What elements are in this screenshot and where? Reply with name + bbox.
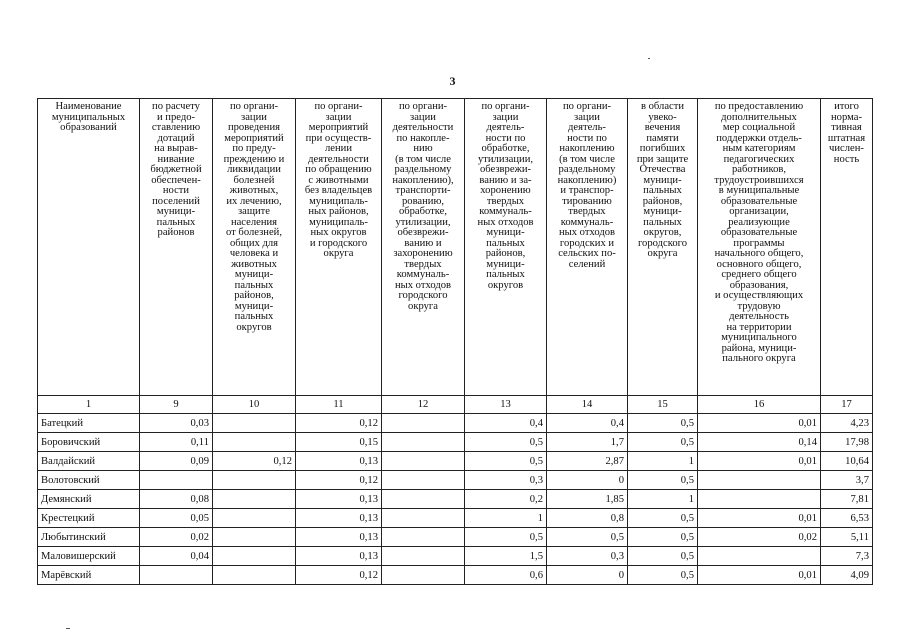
header-line: лении bbox=[325, 143, 352, 154]
column-number: 10 bbox=[213, 396, 296, 414]
table-cell-col-11: 0,13 bbox=[296, 547, 382, 566]
header-line: округа bbox=[408, 300, 438, 312]
table-cell-col-16 bbox=[698, 490, 821, 509]
header-municipality bbox=[38, 99, 140, 396]
header-line: захоронению bbox=[393, 248, 453, 259]
header-line: поддержки отдель- bbox=[716, 132, 802, 144]
table-cell-col-11: 0,12 bbox=[296, 471, 382, 490]
header-line: памяти bbox=[646, 132, 679, 144]
table-row bbox=[38, 547, 873, 566]
header-line: ванию и за- bbox=[479, 174, 532, 186]
header-line: накоплению), bbox=[392, 174, 454, 186]
header-line: деятель- bbox=[486, 122, 525, 133]
header-line: городского bbox=[637, 237, 688, 249]
table-cell-col-9: 0,09 bbox=[140, 452, 213, 471]
table-cell-col-15: 0,5 bbox=[628, 547, 698, 566]
table-cell-col-16: 0,02 bbox=[698, 528, 821, 547]
table-cell-col-10: 0,12 bbox=[213, 452, 296, 471]
table-cell-col-16: 0,01 bbox=[698, 566, 821, 585]
header-line: по органи- bbox=[314, 101, 363, 112]
header-line: животных, bbox=[229, 185, 279, 196]
table-cell-col-13: 0,6 bbox=[465, 566, 547, 585]
header-line: мер социальной bbox=[722, 122, 796, 133]
municipality-name: Демянский bbox=[38, 490, 140, 509]
column-number: 13 bbox=[465, 396, 547, 414]
table-cell-col-10 bbox=[213, 490, 296, 509]
column-number: 12 bbox=[382, 396, 465, 414]
table-cell-col-17: 7,81 bbox=[821, 490, 873, 509]
table-cell-col-9: 0,05 bbox=[140, 509, 213, 528]
header-line: района, муници- bbox=[721, 342, 797, 354]
header-line: ность bbox=[833, 153, 860, 165]
header-line: ных отходов bbox=[394, 279, 452, 291]
header-line: норма- bbox=[831, 111, 862, 123]
column-number: 11 bbox=[296, 396, 382, 414]
header-line: программы bbox=[733, 237, 785, 249]
header-line: по обращению bbox=[305, 164, 372, 175]
table-cell-col-17: 10,64 bbox=[821, 452, 873, 471]
column-number: 14 bbox=[547, 396, 628, 414]
table-cell-col-14: 1,7 bbox=[547, 433, 628, 452]
header-line: ности по bbox=[567, 132, 607, 144]
table-cell-col-15: 0,5 bbox=[628, 566, 698, 585]
header-line: защите bbox=[237, 206, 271, 217]
header-line: ставлению bbox=[151, 122, 201, 133]
header-line: пальных bbox=[234, 279, 274, 291]
table-cell-col-10 bbox=[213, 566, 296, 585]
table-cell-col-16: 0,01 bbox=[698, 509, 821, 528]
table-cell-col-10 bbox=[213, 414, 296, 433]
table-cell-col-12 bbox=[382, 509, 465, 528]
header-line: нивание bbox=[157, 153, 195, 165]
table-cell-col-17: 6,53 bbox=[821, 509, 873, 528]
table-cell-col-13: 1 bbox=[465, 509, 547, 528]
header-line: обработке, bbox=[398, 206, 448, 217]
table-cell-col-14: 0,4 bbox=[547, 414, 628, 433]
header-line: и транспор- bbox=[560, 185, 614, 196]
header-line: зации bbox=[241, 111, 267, 123]
table-row bbox=[38, 509, 873, 528]
header-line: деятельность bbox=[729, 311, 789, 322]
municipality-name: Маловишерский bbox=[38, 547, 140, 566]
header-line: ных отходов bbox=[558, 227, 616, 238]
header-col-11 bbox=[296, 99, 382, 396]
table-cell-col-13: 0,5 bbox=[465, 452, 547, 471]
header-line: нию bbox=[413, 143, 433, 154]
header-line: в области bbox=[640, 101, 685, 112]
municipality-name: Марёвский bbox=[38, 566, 140, 585]
header-line: обработке, bbox=[481, 143, 530, 154]
header-line: округа bbox=[647, 248, 678, 259]
table-cell-col-15: 1 bbox=[628, 490, 698, 509]
header-line: зации bbox=[574, 111, 600, 123]
header-line: обезврежи- bbox=[397, 227, 449, 238]
header-line: коммуналь- bbox=[560, 216, 614, 228]
header-col-14 bbox=[547, 99, 628, 396]
header-line: Наименование bbox=[55, 101, 122, 112]
table-cell-col-11: 0,13 bbox=[296, 528, 382, 547]
header-line: обеспечен- bbox=[151, 174, 201, 186]
header-line: при осуществ- bbox=[305, 132, 372, 144]
header-line: пальных bbox=[234, 311, 274, 322]
header-line: округов bbox=[236, 321, 272, 333]
header-line: с животными bbox=[308, 174, 369, 186]
header-line: коммуналь- bbox=[396, 269, 450, 280]
header-line: тивная bbox=[831, 122, 862, 133]
header-line: пальных bbox=[486, 269, 525, 280]
header-line: муници- bbox=[486, 227, 525, 238]
header-col-12 bbox=[382, 99, 465, 396]
header-line: бюджетной bbox=[150, 164, 202, 175]
header-line: по преду- bbox=[232, 143, 276, 154]
table-row bbox=[38, 490, 873, 509]
header-row bbox=[38, 99, 873, 396]
header-line: твердых bbox=[486, 195, 525, 207]
header-line: муници- bbox=[643, 206, 682, 217]
header-line: увеко- bbox=[648, 111, 677, 123]
header-line: селений bbox=[568, 258, 606, 270]
table-cell-col-11: 0,12 bbox=[296, 414, 382, 433]
header-line: начального общего, bbox=[714, 248, 804, 259]
table-cell-col-16: 0,01 bbox=[698, 414, 821, 433]
header-col-17 bbox=[821, 99, 873, 396]
municipality-name: Волотовский bbox=[38, 471, 140, 490]
table-cell-col-16: 0,14 bbox=[698, 433, 821, 452]
header-line: зации bbox=[410, 111, 436, 123]
table-cell-col-9: 0,11 bbox=[140, 433, 213, 452]
table-cell-col-14: 0,8 bbox=[547, 509, 628, 528]
header-line: округа bbox=[323, 248, 354, 259]
header-line: деятельности bbox=[392, 122, 454, 133]
header-line: районов, bbox=[485, 248, 526, 259]
header-line: муници- bbox=[234, 300, 274, 312]
header-line: городских и bbox=[559, 237, 615, 249]
table-cell-col-12 bbox=[382, 547, 465, 566]
municipality-name: Крестецкий bbox=[38, 509, 140, 528]
municipality-name: Любытинский bbox=[38, 528, 140, 547]
header-line: коммуналь- bbox=[479, 206, 532, 217]
table-cell-col-12 bbox=[382, 433, 465, 452]
header-line: ликвидации bbox=[227, 164, 281, 175]
header-line: районов, bbox=[234, 290, 274, 301]
table-cell-col-11: 0,13 bbox=[296, 452, 382, 471]
table-cell-col-14: 0,3 bbox=[547, 547, 628, 566]
header-line: транспорти- bbox=[395, 185, 451, 196]
header-line: ных отходов bbox=[477, 216, 534, 228]
header-line: зации bbox=[325, 111, 352, 123]
table-row bbox=[38, 452, 873, 471]
header-line: общих для bbox=[229, 237, 278, 249]
table-cell-col-11: 0,13 bbox=[296, 509, 382, 528]
header-line: по расчету bbox=[152, 101, 200, 112]
header-col-10 bbox=[213, 99, 296, 396]
table-cell-col-16 bbox=[698, 471, 821, 490]
table-row bbox=[38, 433, 873, 452]
header-line: населения bbox=[230, 216, 278, 228]
header-line: образования, bbox=[729, 279, 789, 291]
header-line: муници- bbox=[156, 206, 196, 217]
header-line: пальных bbox=[156, 216, 196, 228]
header-col-15 bbox=[628, 99, 698, 396]
header-line: (в том числе bbox=[559, 153, 615, 165]
column-number: 15 bbox=[628, 396, 698, 414]
header-line: без владельцев bbox=[304, 185, 373, 196]
header-line: по накопле- bbox=[396, 132, 450, 144]
table-cell-col-9 bbox=[140, 471, 213, 490]
table-cell-col-17: 17,98 bbox=[821, 433, 873, 452]
header-line: пального округа bbox=[722, 353, 796, 364]
table-cell-col-13: 0,4 bbox=[465, 414, 547, 433]
header-line: районов, bbox=[642, 195, 683, 207]
header-line: твердых bbox=[404, 258, 442, 270]
header-line: деятель- bbox=[568, 122, 606, 133]
table-cell-col-10 bbox=[213, 509, 296, 528]
header-line: твердых bbox=[568, 206, 606, 217]
header-line: округов bbox=[487, 279, 524, 291]
table-cell-col-14: 2,87 bbox=[547, 452, 628, 471]
table-cell-col-14: 1,85 bbox=[547, 490, 628, 509]
header-line: организации, bbox=[729, 206, 789, 217]
header-line: накоплению) bbox=[557, 174, 617, 186]
header-line: образовательные bbox=[720, 227, 798, 238]
header-line: преждению и bbox=[223, 153, 285, 165]
header-line: ванию и bbox=[404, 237, 442, 249]
municipality-name: Валдайский bbox=[38, 452, 140, 471]
header-line: образовательные bbox=[720, 195, 798, 207]
header-line: их лечению, bbox=[226, 195, 282, 207]
header-line: ности по bbox=[485, 132, 526, 144]
header-line: ных округов bbox=[310, 227, 367, 238]
table-cell-col-9 bbox=[140, 566, 213, 585]
header-line: штатная bbox=[827, 132, 866, 144]
header-line: тированию bbox=[562, 195, 612, 207]
header-line: пальных bbox=[643, 216, 682, 228]
header-line: и предо- bbox=[156, 111, 196, 123]
header-line: дотаций bbox=[157, 132, 195, 144]
column-number: 17 bbox=[821, 396, 873, 414]
table-row bbox=[38, 471, 873, 490]
header-line: накоплению bbox=[559, 143, 615, 154]
table-cell-col-10 bbox=[213, 433, 296, 452]
header-line: районов bbox=[157, 227, 195, 238]
table-cell-col-9: 0,08 bbox=[140, 490, 213, 509]
scan-mark bbox=[648, 58, 650, 59]
header-line: зации bbox=[492, 111, 519, 123]
column-number: 1 bbox=[38, 396, 140, 414]
header-line: трудоустроившихся bbox=[714, 174, 804, 186]
header-line: округов, bbox=[643, 227, 682, 238]
municipality-name: Боровичский bbox=[38, 433, 140, 452]
header-line: проведения bbox=[227, 122, 281, 133]
table-cell-col-17: 5,11 bbox=[821, 528, 873, 547]
table-cell-col-10 bbox=[213, 528, 296, 547]
table-cell-col-11: 0,15 bbox=[296, 433, 382, 452]
header-line: (в том числе bbox=[395, 153, 451, 165]
header-line: вечения bbox=[644, 122, 681, 133]
table-cell-col-15: 0,5 bbox=[628, 414, 698, 433]
header-line: поселений bbox=[152, 195, 200, 207]
header-line: сельских по- bbox=[558, 248, 616, 259]
header-line: основного общего, bbox=[716, 258, 802, 270]
header-line: трудовую bbox=[737, 300, 781, 312]
table-cell-col-13: 0,2 bbox=[465, 490, 547, 509]
header-line: в муниципальные bbox=[718, 185, 800, 196]
table-cell-col-14: 0 bbox=[547, 566, 628, 585]
header-line: рованию, bbox=[401, 195, 445, 207]
header-line: деятельности bbox=[308, 153, 369, 165]
header-line: по органи- bbox=[481, 101, 530, 112]
header-col-9 bbox=[140, 99, 213, 396]
header-col-13 bbox=[465, 99, 547, 396]
header-line: пальных bbox=[643, 185, 682, 196]
header-line: болезней bbox=[233, 174, 275, 186]
header-line: и осуществляющих bbox=[714, 290, 804, 301]
header-line: числен- bbox=[829, 143, 864, 154]
table-cell-col-15: 0,5 bbox=[628, 471, 698, 490]
table-cell-col-10 bbox=[213, 547, 296, 566]
table-cell-col-12 bbox=[382, 471, 465, 490]
header-line: ным категориям bbox=[722, 143, 796, 154]
header-line: по органи- bbox=[229, 101, 279, 112]
staffing-table bbox=[37, 98, 873, 585]
header-line: работников, bbox=[731, 164, 787, 175]
page-number: 3 bbox=[449, 74, 456, 88]
header-line: пальных bbox=[486, 237, 525, 249]
header-line: по органи- bbox=[562, 101, 612, 112]
header-line: утилизации, bbox=[477, 153, 534, 165]
header-line: образований bbox=[60, 122, 117, 133]
table-cell-col-12 bbox=[382, 414, 465, 433]
header-line: животных bbox=[231, 258, 277, 270]
header-line: раздельному bbox=[558, 164, 616, 175]
table-cell-col-12 bbox=[382, 528, 465, 547]
header-line: и городского bbox=[309, 237, 368, 249]
table-cell-col-9: 0,03 bbox=[140, 414, 213, 433]
table-cell-col-13: 1,5 bbox=[465, 547, 547, 566]
header-line: на вырав- bbox=[154, 143, 198, 154]
table-cell-col-15: 1 bbox=[628, 452, 698, 471]
header-line: муници- bbox=[234, 269, 274, 280]
header-line: мероприятий bbox=[224, 132, 284, 144]
table-cell-col-17: 3,7 bbox=[821, 471, 873, 490]
municipality-name: Батецкий bbox=[38, 414, 140, 433]
header-line: погибших bbox=[639, 143, 686, 154]
table-cell-col-17: 4,23 bbox=[821, 414, 873, 433]
header-line: ности bbox=[162, 185, 190, 196]
table-cell-col-11: 0,13 bbox=[296, 490, 382, 509]
table-cell-col-17: 4,09 bbox=[821, 566, 873, 585]
header-line: муниципальных bbox=[51, 111, 126, 123]
table-cell-col-13: 0,5 bbox=[465, 433, 547, 452]
table-cell-col-12 bbox=[382, 490, 465, 509]
scan-mark bbox=[66, 628, 70, 629]
table-cell-col-15: 0,5 bbox=[628, 528, 698, 547]
header-line: по органи- bbox=[398, 101, 448, 112]
header-line: дополнительных bbox=[721, 111, 797, 123]
header-line: человека и bbox=[229, 248, 279, 259]
table-cell-col-13: 0,5 bbox=[465, 528, 547, 547]
header-line: раздельному bbox=[394, 164, 452, 175]
table-cell-col-10 bbox=[213, 471, 296, 490]
column-number: 9 bbox=[140, 396, 213, 414]
table-cell-col-9: 0,04 bbox=[140, 547, 213, 566]
header-line: при защите bbox=[636, 153, 689, 165]
header-line: хоронению bbox=[480, 185, 531, 196]
header-line: на территории bbox=[726, 321, 792, 333]
table-cell-col-12 bbox=[382, 452, 465, 471]
header-line: муници- bbox=[486, 258, 525, 270]
table-cell-col-16: 0,01 bbox=[698, 452, 821, 471]
column-number: 16 bbox=[698, 396, 821, 414]
table-cell-col-15: 0,5 bbox=[628, 509, 698, 528]
header-line: педагогических bbox=[723, 153, 795, 165]
header-line: муници- bbox=[643, 174, 682, 186]
table-cell-col-9: 0,02 bbox=[140, 528, 213, 547]
table-row bbox=[38, 414, 873, 433]
table-cell-col-13: 0,3 bbox=[465, 471, 547, 490]
table-cell-col-16 bbox=[698, 547, 821, 566]
table-cell-col-17: 7,3 bbox=[821, 547, 873, 566]
table-cell-col-14: 0 bbox=[547, 471, 628, 490]
table-cell-col-14: 0,5 bbox=[547, 528, 628, 547]
table-cell-col-15: 0,5 bbox=[628, 433, 698, 452]
header-line: муниципаль- bbox=[309, 195, 368, 207]
table-body bbox=[38, 414, 873, 585]
header-line: среднего общего bbox=[721, 269, 797, 280]
table-row bbox=[38, 528, 873, 547]
header-line: муниципаль- bbox=[309, 216, 368, 228]
header-line: городского bbox=[398, 290, 448, 301]
header-line: итого bbox=[834, 101, 859, 112]
table-cell-col-11: 0,12 bbox=[296, 566, 382, 585]
table-row bbox=[38, 566, 873, 585]
header-line: утилизации, bbox=[395, 216, 451, 228]
header-col-16 bbox=[698, 99, 821, 396]
header-line: по предоставлению bbox=[714, 101, 804, 112]
header-line: Отечества bbox=[639, 164, 686, 175]
header-line: от болезней, bbox=[226, 227, 282, 238]
header-line: ных районов, bbox=[308, 206, 369, 217]
header-line: реализующие bbox=[728, 216, 790, 228]
table-cell-col-12 bbox=[382, 566, 465, 585]
column-number-row bbox=[38, 396, 873, 414]
header-line: муниципального bbox=[721, 332, 797, 343]
header-line: обезврежи- bbox=[479, 164, 532, 175]
header-line: мероприятий bbox=[308, 122, 369, 133]
